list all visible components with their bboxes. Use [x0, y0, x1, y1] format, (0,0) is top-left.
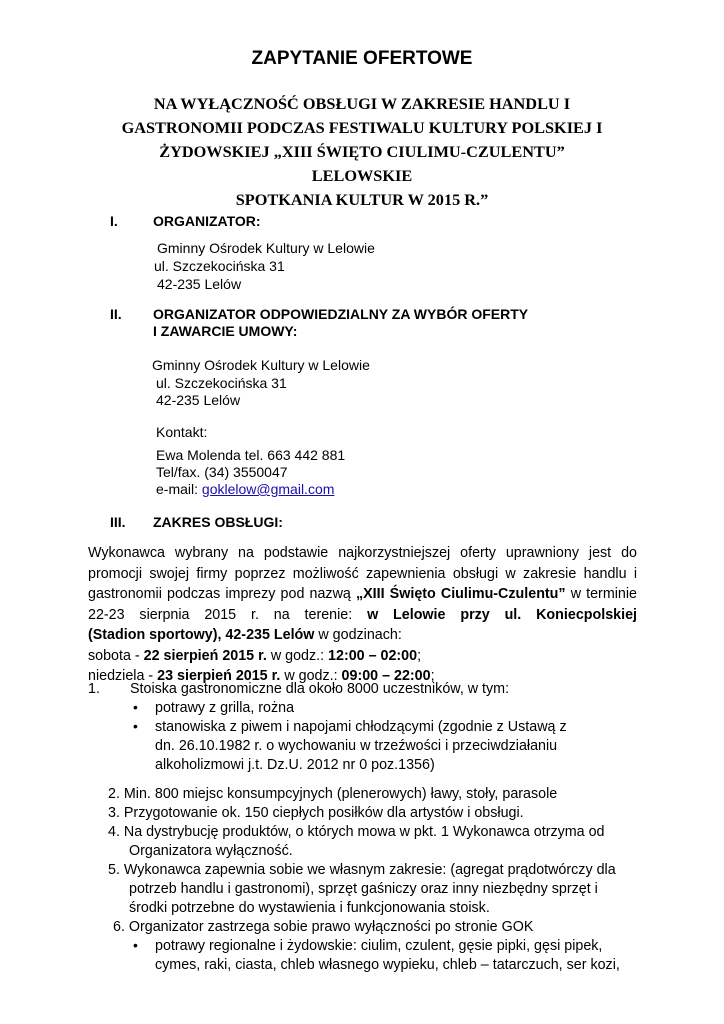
address-line: 42-235 Lelów — [157, 276, 242, 292]
list-item: 4. Na dystrybucję produktów, o których mowa w pkt. 1 Wykonawca otrzyma od — [108, 824, 605, 840]
list-item-cont: Organizatora wyłączność. — [129, 843, 293, 859]
subtitle-line: ŻYDOWSKIEJ „XIII ŚWIĘTO CIULIMU-CZULENTU” LELOWSKIE — [159, 142, 565, 185]
subtitle-line: GASTRONOMII PODCZAS FESTIWALU KULTURY POLSKIEJ I — [121, 118, 603, 137]
paragraph-line: (Stadion sportowy), 42-235 Lelów w godzinach: — [88, 627, 402, 643]
subtitle-line: NA WYŁĄCZNOŚĆ OBSŁUGI W ZAKRESIE HANDLU I — [153, 94, 571, 113]
list-subitem: stanowiska z piwem i napojami chłodzącymi (zgodnie z Ustawą z — [155, 719, 567, 735]
schedule-saturday: sobota - 22 sierpień 2015 r. w godz.: 12:00 – 02:00; — [88, 647, 422, 664]
bullet-icon: • — [133, 718, 138, 734]
list-item: Stoiska gastronomiczne dla około 8000 uczestników, w tym: — [130, 681, 510, 697]
section-heading-scope: ZAKRES OBSŁUGI: — [153, 514, 283, 530]
section-number: II. — [110, 306, 122, 322]
bullet-icon: • — [133, 699, 138, 715]
list-item-number: 1. — [88, 681, 100, 697]
bullet-icon: • — [133, 937, 138, 953]
list-item: 3. Przygotowanie ok. 150 ciepłych posiłków dla artystów i obsługi. — [108, 805, 524, 821]
document-subtitle — [110, 92, 614, 212]
email-label: e-mail: — [156, 481, 202, 497]
paragraph-line: 22-23 sierpnia 2015 r. na terenie: w Lelowie przy ul. Koniecpolskiej — [88, 606, 638, 623]
address-line: ul. Szczekocińska 31 — [154, 258, 285, 274]
address-line: Gminny Ośrodek Kultury w Lelowie — [152, 357, 370, 373]
section-heading-responsible: ORGANIZATOR ODPOWIEDZIALNY ZA WYBÓR OFERTY — [153, 306, 529, 322]
schedule-sunday: niedziela - 23 sierpień 2015 r. w godz.: 09:00 – 22:00; — [88, 668, 435, 684]
list-item: 5. Wykonawca zapewnia sobie we własnym zakresie: (agregat prądotwórczy dla — [108, 862, 616, 878]
subtitle-line: SPOTKANIA KULTUR W 2015 R.” — [235, 190, 489, 209]
section-heading-responsible-cont: I ZAWARCIE UMOWY: — [153, 323, 298, 339]
event-location: w Lelowie przy ul. Koniecpolskiej — [367, 606, 638, 623]
list-subitem: cymes, raki, ciasta, chleb własnego wypieku, chleb – tatarczuch, ser kozi, — [155, 957, 620, 973]
section-number: III. — [110, 514, 126, 530]
address-line: 42-235 Lelów — [156, 392, 241, 408]
list-subitem: potrawy z grilla, rożna — [155, 700, 295, 716]
list-item-cont: potrzeb handlu i gastronomi), sprzęt gaśniczy oraz inny niezbędny sprzęt i — [129, 881, 598, 897]
paragraph-line: gastronomii podczas imprezy pod nazwą „XIII Święto Ciulimu-Czulentu” w terminie — [88, 586, 637, 602]
contact-fax: Tel/fax. (34) 3550047 — [156, 464, 288, 480]
paragraph-line: Wykonawca wybrany na podstawie najkorzystniejszej oferty uprawniony jest do — [88, 545, 637, 561]
contact-phone: Ewa Molenda tel. 663 442 881 — [156, 447, 346, 463]
email-link[interactable]: goklelow@gmail.com — [201, 481, 335, 497]
list-item-cont: środki potrzebne do wystawienia i funkcjonowania stoisk. — [129, 900, 490, 916]
list-subitem: potrawy regionalne i żydowskie: ciulim, czulent, gęsie pipki, gęsi pipek, — [155, 938, 603, 954]
paragraph-line: promocji swojej firmy poprzez możliwość zapewnienia obsługi w zakresie handlu i — [88, 565, 637, 582]
contact-email-row — [156, 481, 334, 497]
address-line: ul. Szczekocińska 31 — [156, 375, 287, 391]
contact-label: Kontakt: — [156, 424, 208, 440]
list-item: 6. Organizator zastrzega sobie prawo wyłączności po stronie GOK — [113, 919, 534, 935]
list-item: 2. Min. 800 miejsc konsumpcyjnych (plenerowych) ławy, stoły, parasole — [108, 786, 558, 802]
section-number: I. — [110, 213, 118, 229]
document-title: ZAPYTANIE OFERTOWE — [251, 48, 473, 69]
event-name: „XIII Święto Ciulimu-Czulentu” — [355, 586, 566, 602]
address-line: Gminny Ośrodek Kultury w Lelowie — [157, 240, 375, 256]
scope-paragraph — [88, 543, 637, 687]
list-subitem: dn. 26.10.1982 r. o wychowaniu w trzeźwości i przeciwdziałaniu — [155, 738, 558, 754]
section-heading-organizer: ORGANIZATOR: — [153, 213, 261, 229]
list-subitem: alkoholizmowi j.t. Dz.U. 2012 nr 0 poz.1356) — [155, 757, 435, 773]
